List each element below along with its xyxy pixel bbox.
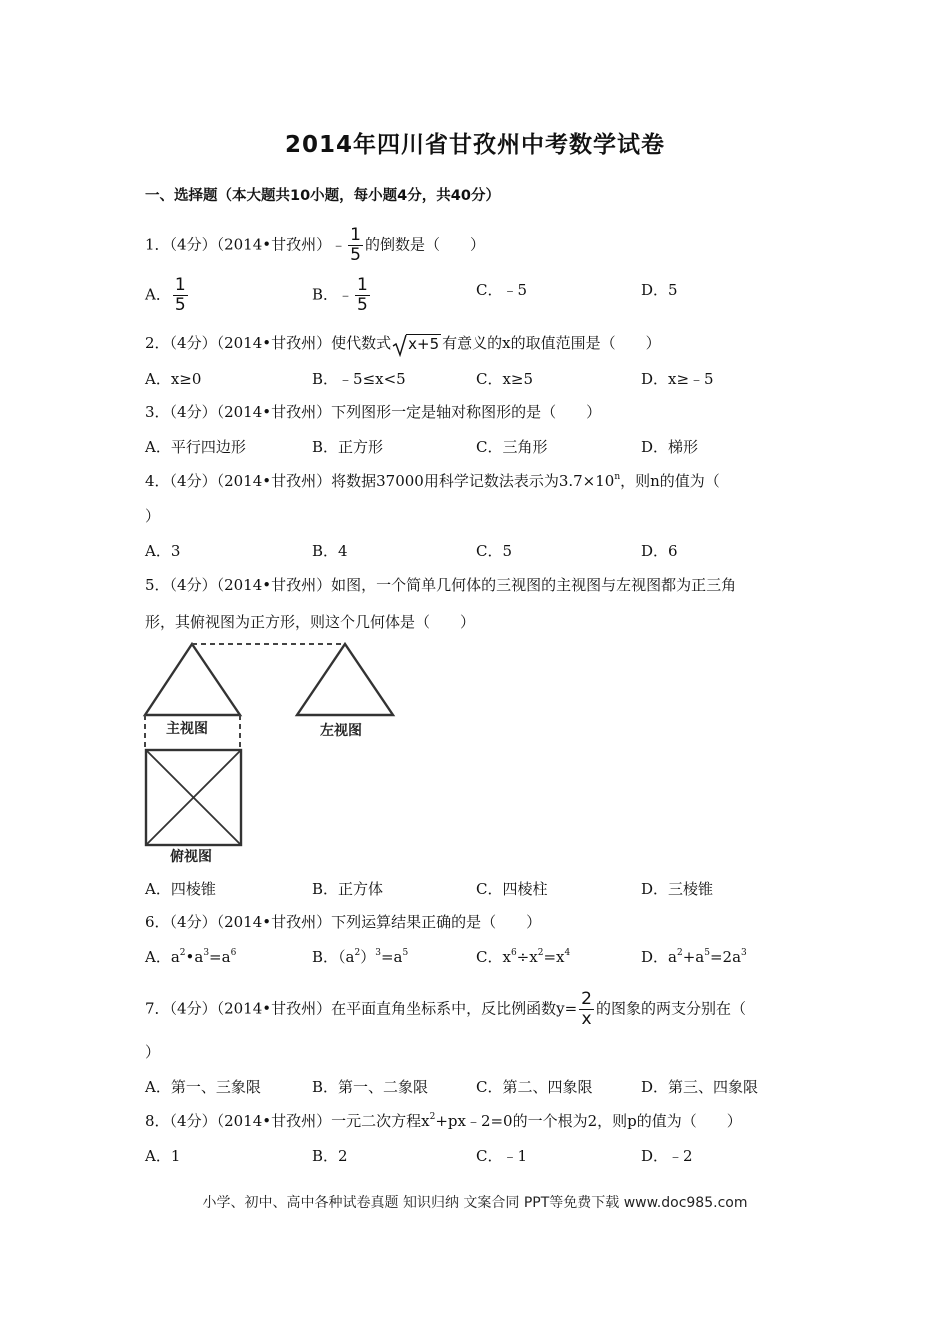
q5-option-a[interactable]: A．四棱锥 [145,880,216,898]
q3-option-d[interactable]: D．梯形 [641,438,699,456]
q5-option-d[interactable]: D．三棱锥 [641,880,714,898]
q6-option-b[interactable]: B．$(a^2)^3=a^5$ [312,948,409,966]
q3-option-b[interactable]: B．正方形 [312,438,384,456]
page-title: 2014年四川省甘孜州中考数学试卷 [284,132,665,158]
question-6: 6．（4分）（2014•甘孜州）下列运算结果正确的是（ ） [145,913,542,931]
q1-option-b[interactable]: B．﹣ $\frac{1}{5}$ [312,275,368,315]
q7-option-d[interactable]: D．第三、四象限 [641,1078,759,1096]
q7-option-a[interactable]: A．第一、三象限 [145,1078,261,1096]
front-view-label: 主视图 [166,721,208,737]
question-7-continuation: ） [145,1043,161,1061]
q3-option-c[interactable]: C．三角形 [476,438,548,456]
question-3: 3．（4分）（2014•甘孜州）下列图形一定是轴对称图形的是（ ） [145,403,602,421]
square-root: x+5 [392,335,441,353]
q5-option-c[interactable]: C．四棱柱 [476,880,548,898]
q3-option-a[interactable]: A．平行四边形 [145,438,246,456]
q1-option-d[interactable]: D．5 [641,281,678,299]
q7-option-b[interactable]: B．第一、二象限 [312,1078,429,1096]
question-5: 5．（4分）（2014•甘孜州）如图，一个简单几何体的三视图的主视图与左视图都为正三角 [145,576,737,594]
question-2: 2．（4分）（2014•甘孜州）使代数式 x+5 有意义的x的取值范围是（ ） [145,334,661,353]
q6-option-c[interactable]: C．$x^6\div x^2=x^4$ [476,948,571,966]
q8-option-b[interactable]: B．2 [312,1147,348,1165]
q2-option-d[interactable]: D．x≥﹣5 [641,370,714,388]
q4-option-c[interactable]: C．5 [476,542,513,560]
three-views-figure [140,638,410,868]
front-view-triangle [145,644,240,715]
question-5-continuation: 形，其俯视图为正方形，则这个几何体是（ ） [145,613,476,631]
fraction: $\frac{1}{5}$ [350,225,361,265]
q4-option-b[interactable]: B．4 [312,542,348,560]
q2-option-b[interactable]: B．﹣5≤x<5 [312,370,406,388]
left-view-triangle [297,644,393,715]
top-view-label: 俯视图 [170,849,212,865]
question-8: 8．（4分）（2014•甘孜州）一元二次方程$x^2+px﹣2=0$的一个根为2，则p的值为（ ） [145,1112,742,1130]
q6-option-d[interactable]: D．$a^2+a^5=2a^3$ [641,948,747,966]
question-7: 7．（4分）（2014•甘孜州）在平面直角坐标系中，反比例函数y= $\frac{2}{x}$ 的图象的两支分别在（ [145,989,746,1029]
q6-option-a[interactable]: A．$a^2•a^3=a^6$ [145,948,237,966]
section-heading: 一、选择题（本大题共10小题，每小题4分，共40分） [145,188,500,204]
q2-option-a[interactable]: A．x≥0 [145,370,202,388]
q4-option-a[interactable]: A．3 [145,542,181,560]
q8-option-c[interactable]: C．﹣1 [476,1147,528,1165]
question-1: 1．（4分）（2014•甘孜州）﹣ $\frac{1}{5}$ 的倒数是（ ） [145,225,485,265]
question-4-continuation: ） [145,507,161,525]
q8-option-d[interactable]: D．﹣2 [641,1147,693,1165]
question-4: 4．（4分）（2014•甘孜州）将数据37000用科学记数法表示为$3.7\times 10^n$，则n的值为（ [145,472,720,490]
fraction: $\frac{2}{x}$ [581,989,592,1029]
q7-option-c[interactable]: C．第二、四象限 [476,1078,593,1096]
q8-option-a[interactable]: A．1 [145,1147,181,1165]
q1-option-c[interactable]: C．﹣5 [476,281,528,299]
q1-option-a[interactable]: A． $\frac{1}{5}$ [145,275,186,315]
q4-option-d[interactable]: D．6 [641,542,678,560]
q2-option-c[interactable]: C．x≥5 [476,370,534,388]
q5-option-b[interactable]: B．正方体 [312,880,384,898]
footer-text: 小学、初中、高中各种试卷真题 知识归纳 文案合同 PPT等免费下载 www.doc985.com [202,1195,748,1211]
left-view-label: 左视图 [320,723,362,739]
